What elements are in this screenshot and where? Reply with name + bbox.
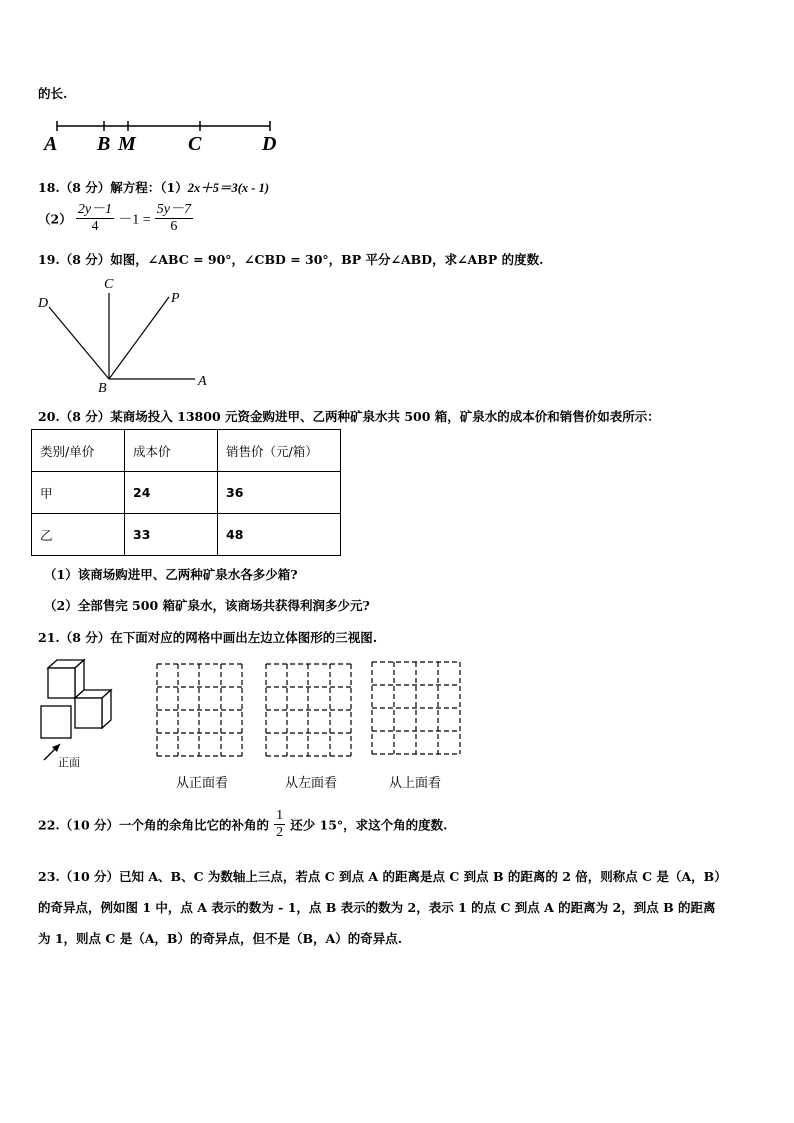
fraction-denominator: 6 (170, 219, 178, 234)
table-header-cell: 销售价（元/箱） (218, 430, 341, 472)
cube-solid-figure (38, 656, 118, 772)
fraction-denominator: 4 (91, 219, 99, 234)
fraction-denominator: 2 (276, 825, 284, 840)
q18-fraction-right (155, 202, 193, 235)
q18-minus-one: －1 = (118, 212, 151, 228)
q23-line1: 23.（10 分）已知 A、B、C 为数轴上三点，若点 C 到点 A 的距离是点 C 到点 B 的距离的 2 倍，则称点 C 是（A，B） (38, 869, 727, 884)
table-row (32, 514, 341, 556)
q18-fraction-left (76, 202, 114, 235)
top-view-caption: 从上面看 (389, 776, 442, 791)
front-direction-label: 正面 (58, 756, 80, 769)
q18-line1 (38, 178, 269, 196)
number-line-figure (40, 118, 290, 158)
q20-sub1: （1）该商场购进甲、乙两种矿泉水各多少箱? (44, 567, 298, 582)
q22-line (38, 808, 448, 841)
table-cell: 乙 (32, 514, 125, 556)
table-cell: 甲 (32, 472, 125, 514)
point-label-D: D (262, 133, 277, 155)
point-label-M: M (118, 133, 136, 155)
left-view-caption: 从左面看 (285, 776, 338, 791)
q18-line2 (38, 202, 193, 235)
point-label-A: A (44, 133, 58, 155)
q21-text: 21.（8 分）在下面对应的网格中画出左边立体图形的三视图. (38, 630, 378, 645)
q20-sub2: （2）全部售完 500 箱矿泉水，该商场共获得利润多少元? (44, 598, 370, 613)
angle-label-A: A (198, 374, 207, 389)
q18-equation1: 2x＋5＝3(x - 1) (187, 181, 269, 195)
angle-figure (30, 275, 220, 395)
q22-fraction (274, 808, 285, 841)
table-header-cell: 成本价 (125, 430, 218, 472)
q22-prefix: 22.（10 分）一个角的余角比它的补角的 (38, 817, 269, 833)
left-view-grid (266, 664, 351, 756)
q23-line2: 的奇异点，例如图 1 中，点 A 表示的数为 - 1，点 B 表示的数为 2，表示 1 的点 C 到点 A 的距离为 2，到点 B 的距离 (38, 900, 716, 915)
table-cell: 33 (125, 514, 218, 556)
table-cell: 24 (125, 472, 218, 514)
front-view-grid (157, 664, 242, 756)
q22-suffix: 还少 15°，求这个角的度数. (290, 817, 448, 833)
table-cell: 36 (218, 472, 341, 514)
fraction-numerator: 1 (276, 808, 284, 823)
top-view-grid (372, 662, 460, 754)
q18-line1-prefix: 18.（8 分）解方程：（1） (38, 180, 188, 195)
three-view-grids (150, 656, 470, 766)
q23-line3: 为 1，则点 C 是（A，B）的奇异点，但不是（B，A）的奇异点. (38, 931, 403, 946)
q19-text: 19.（8 分）如图，∠ABC = 90°，∠CBD = 30°，BP 平分∠ABD，求∠ABP 的度数. (38, 252, 544, 267)
fraction-numerator: 5y－7 (156, 202, 191, 217)
table-header-cell: 类别/单价 (32, 430, 125, 472)
table-header-row (32, 430, 341, 472)
q18-line2-prefix: （2） (38, 211, 72, 227)
table-row (32, 472, 341, 514)
point-label-B: B (97, 133, 111, 155)
q20-text: 20.（8 分）某商场投入 13800 元资金购进甲、乙两种矿泉水共 500 箱，矿泉水的成本价和销售价如表所示： (38, 409, 660, 424)
point-label-C: C (188, 133, 202, 155)
angle-label-D: D (38, 296, 49, 311)
angle-label-P: P (171, 291, 180, 306)
price-table (31, 429, 341, 556)
intro-tail-text: 的长. (38, 86, 68, 101)
fraction-numerator: 2y－1 (77, 202, 113, 217)
angle-label-B: B (98, 381, 107, 395)
angle-label-C: C (104, 277, 114, 292)
front-view-caption: 从正面看 (176, 776, 229, 791)
table-cell: 48 (218, 514, 341, 556)
